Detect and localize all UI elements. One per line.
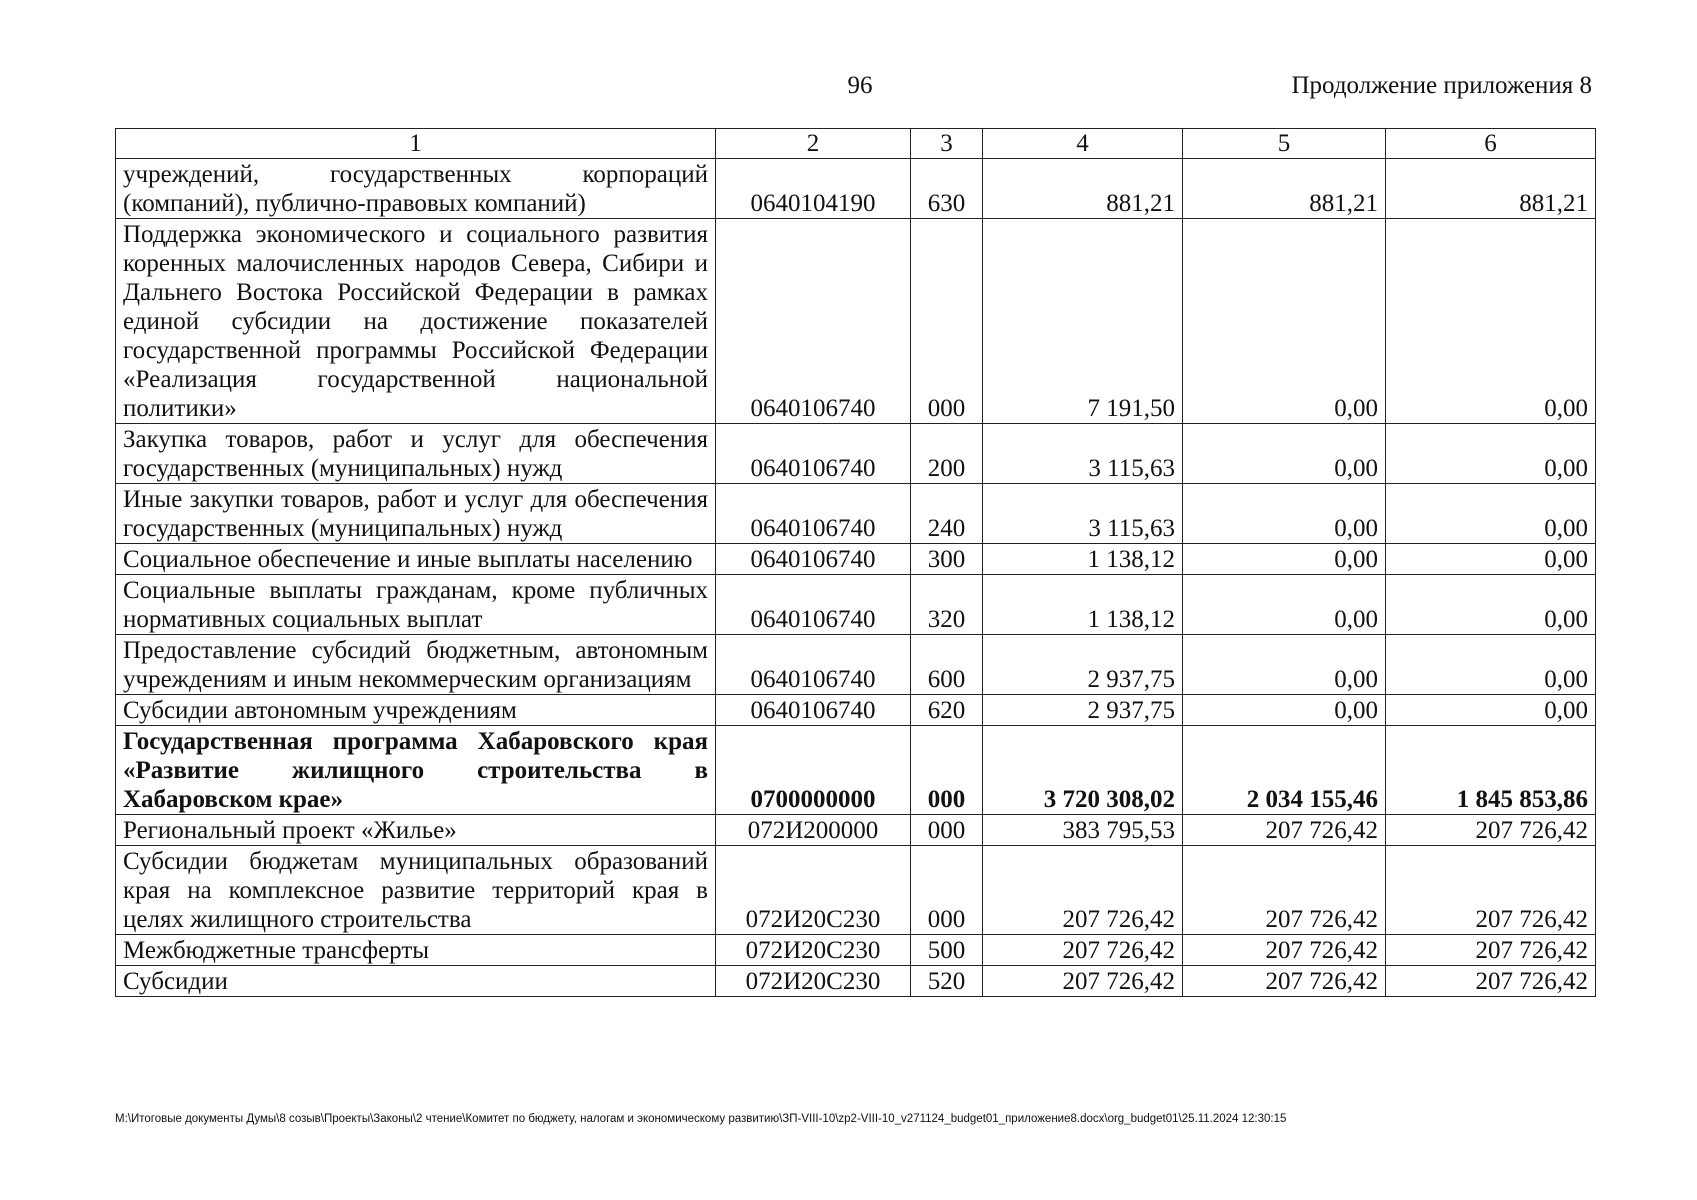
- table-row: [116, 935, 1596, 966]
- table-row: [116, 966, 1596, 997]
- row-name: Социальные выплаты гражданам, кроме публичных нормативных социальных выплат: [116, 575, 716, 635]
- row-target-code: 0640106740: [716, 695, 911, 726]
- row-value-col6: 0,00: [1386, 575, 1596, 635]
- row-value-col5: 207 726,42: [1183, 815, 1386, 846]
- row-value-col5: 0,00: [1183, 575, 1386, 635]
- row-value-col5: 0,00: [1183, 635, 1386, 695]
- row-value-col5: 0,00: [1183, 219, 1386, 424]
- row-name: Субсидии автономным учреждениям: [116, 695, 716, 726]
- row-value-col5: 207 726,42: [1183, 846, 1386, 935]
- row-value-col4: 1 138,12: [983, 544, 1183, 575]
- row-target-code: 0640106740: [716, 544, 911, 575]
- row-value-col4: 3 720 308,02: [983, 726, 1183, 815]
- row-name: Социальное обеспечение и иные выплаты населению: [116, 544, 716, 575]
- row-value-col6: 881,21: [1386, 159, 1596, 219]
- row-name: Закупка товаров, работ и услуг для обеспечения государственных (муниципальных) нужд: [116, 424, 716, 484]
- row-name: Иные закупки товаров, работ и услуг для обеспечения государственных (муниципальных) нужд: [116, 484, 716, 544]
- column-header-4: 4: [983, 129, 1183, 159]
- table-row: [116, 695, 1596, 726]
- table-row: [116, 815, 1596, 846]
- footer-file-path: M:\Итоговые документы Думы\8 созыв\Проекты\Законы\2 чтение\Комитет по бюджету, налогам и экономическому развитию\ЗП-VIII-10\zp2-VIII-10_v271124_budget01_приложение8.docx\org_budget01\25.11.2024 12:30:15: [115, 1113, 1287, 1125]
- row-value-col6: 0,00: [1386, 424, 1596, 484]
- row-value-col4: 207 726,42: [983, 966, 1183, 997]
- row-target-code: 0640106740: [716, 575, 911, 635]
- row-target-code: 0640106740: [716, 635, 911, 695]
- table-row: [116, 424, 1596, 484]
- row-name: Межбюджетные трансферты: [116, 935, 716, 966]
- table-row: [116, 159, 1596, 219]
- row-target-code: 072И20С230: [716, 966, 911, 997]
- row-value-col5: 881,21: [1183, 159, 1386, 219]
- table-row: [116, 846, 1596, 935]
- row-value-col6: 207 726,42: [1386, 815, 1596, 846]
- row-name: Субсидии: [116, 966, 716, 997]
- table-header-row: [116, 129, 1596, 159]
- row-target-code: 0640106740: [716, 484, 911, 544]
- row-value-col5: 0,00: [1183, 695, 1386, 726]
- row-expense-type: 240: [911, 484, 983, 544]
- row-value-col5: 0,00: [1183, 484, 1386, 544]
- table-row: [116, 575, 1596, 635]
- row-value-col6: 1 845 853,86: [1386, 726, 1596, 815]
- row-name: Субсидии бюджетам муниципальных образований края на комплексное развитие территорий края в целях жилищного строительства: [116, 846, 716, 935]
- row-value-col5: 0,00: [1183, 424, 1386, 484]
- row-expense-type: 500: [911, 935, 983, 966]
- table-body: [116, 159, 1596, 997]
- row-expense-type: 000: [911, 219, 983, 424]
- row-value-col4: 3 115,63: [983, 424, 1183, 484]
- row-value-col4: 207 726,42: [983, 935, 1183, 966]
- row-expense-type: 300: [911, 544, 983, 575]
- row-value-col6: 207 726,42: [1386, 935, 1596, 966]
- column-header-6: 6: [1386, 129, 1596, 159]
- row-value-col4: 207 726,42: [983, 846, 1183, 935]
- row-expense-type: 000: [911, 815, 983, 846]
- appendix-label: Продолжение приложения 8: [1291, 72, 1592, 99]
- row-name: Государственная программа Хабаровского края «Развитие жилищного строительства в Хабаровском крае»: [116, 726, 716, 815]
- row-expense-type: 000: [911, 726, 983, 815]
- row-value-col5: 207 726,42: [1183, 935, 1386, 966]
- row-value-col5: 207 726,42: [1183, 966, 1386, 997]
- row-expense-type: 600: [911, 635, 983, 695]
- table-row: [116, 544, 1596, 575]
- row-target-code: 0640104190: [716, 159, 911, 219]
- row-target-code: 0640106740: [716, 424, 911, 484]
- row-value-col4: 2 937,75: [983, 695, 1183, 726]
- row-value-col6: 0,00: [1386, 695, 1596, 726]
- row-name: Поддержка экономического и социального развития коренных малочисленных народов Севера, Сибири и Дальнего Востока Российской Федерации в рамках единой субсидии на достижение показателей государственной программы Российской Федерации «Реализация государственной национальной политики»: [116, 219, 716, 424]
- budget-table: [115, 128, 1596, 997]
- row-value-col4: 2 937,75: [983, 635, 1183, 695]
- row-expense-type: 000: [911, 846, 983, 935]
- row-expense-type: 200: [911, 424, 983, 484]
- row-name: учреждений, государственных корпораций (компаний), публично-правовых компаний): [116, 159, 716, 219]
- row-name: Предоставление субсидий бюджетным, автономным учреждениям и иным некоммерческим организациям: [116, 635, 716, 695]
- row-value-col6: 0,00: [1386, 219, 1596, 424]
- row-expense-type: 630: [911, 159, 983, 219]
- row-target-code: 072И20С230: [716, 846, 911, 935]
- row-name: Региональный проект «Жилье»: [116, 815, 716, 846]
- page-number: 96: [847, 72, 873, 99]
- column-header-3: 3: [911, 129, 983, 159]
- row-expense-type: 320: [911, 575, 983, 635]
- row-value-col4: 881,21: [983, 159, 1183, 219]
- row-target-code: 072И20С230: [716, 935, 911, 966]
- column-header-2: 2: [716, 129, 911, 159]
- row-value-col6: 0,00: [1386, 635, 1596, 695]
- column-header-5: 5: [1183, 129, 1386, 159]
- row-target-code: 0700000000: [716, 726, 911, 815]
- row-value-col4: 7 191,50: [983, 219, 1183, 424]
- column-header-1: 1: [116, 129, 716, 159]
- row-expense-type: 520: [911, 966, 983, 997]
- row-value-col6: 0,00: [1386, 484, 1596, 544]
- row-value-col5: 2 034 155,46: [1183, 726, 1386, 815]
- table-row: [116, 484, 1596, 544]
- row-value-col6: 0,00: [1386, 544, 1596, 575]
- table-row: [116, 726, 1596, 815]
- row-target-code: 072И200000: [716, 815, 911, 846]
- row-target-code: 0640106740: [716, 219, 911, 424]
- row-value-col5: 0,00: [1183, 544, 1386, 575]
- row-value-col6: 207 726,42: [1386, 966, 1596, 997]
- row-value-col4: 383 795,53: [983, 815, 1183, 846]
- row-expense-type: 620: [911, 695, 983, 726]
- row-value-col4: 1 138,12: [983, 575, 1183, 635]
- table-row: [116, 219, 1596, 424]
- row-value-col4: 3 115,63: [983, 484, 1183, 544]
- table-row: [116, 635, 1596, 695]
- row-value-col6: 207 726,42: [1386, 846, 1596, 935]
